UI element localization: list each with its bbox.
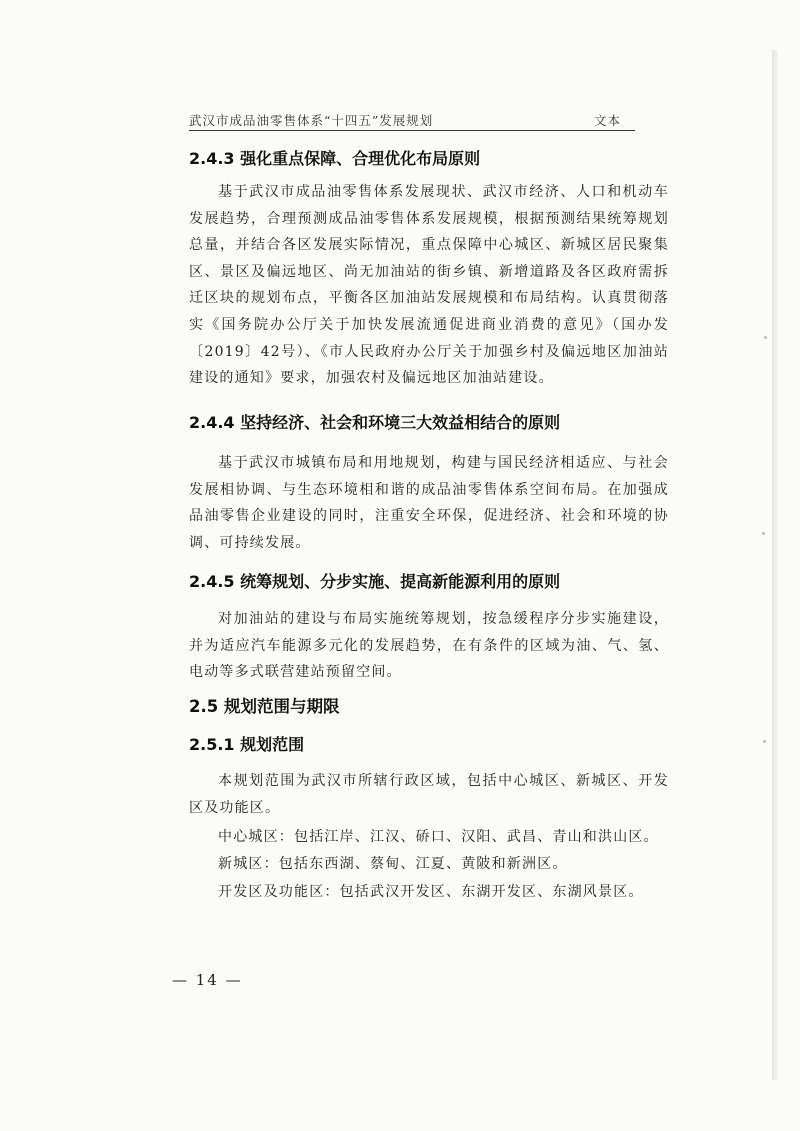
header-tag: 文本 — [593, 113, 621, 128]
heading-2-4-4: 2.4.4 坚持经济、社会和环境三大效益相结合的原则 — [189, 413, 561, 432]
page-number: — 14 — — [172, 971, 243, 989]
paragraph-2-4-4: 基于武汉市城镇布局和用地规划，构建与国民经济相适应、与社会发展相协调、与生态环境相和谐的成品油零售体系空间布局。在加强成品油零售企业建设的同时，注重安全环保，促进经济、社会和环境的协调、可持续发展。 — [189, 455, 669, 551]
header-title: 武汉市成品油零售体系“十四五”发展规划 — [189, 113, 434, 128]
heading-2-5: 2.5 规划范围与期限 — [189, 697, 340, 716]
heading-2-4-3: 2.4.3 强化重点保障、合理优化布局原则 — [189, 149, 481, 168]
heading-2-4-5: 2.4.5 统筹规划、分步实施、提高新能源利用的原则 — [189, 572, 561, 591]
paragraph-2-5-1: 本规划范围为武汉市所辖行政区域，包括中心城区、新城区、开发区及功能区。 — [189, 773, 669, 816]
page-edge — [772, 50, 778, 1080]
scope-line-new-districts: 新城区：包括东西湖、蔡甸、江夏、黄陂和新洲区。 — [218, 856, 568, 872]
heading-2-5-1: 2.5.1 规划范围 — [189, 735, 305, 754]
scope-line-central: 中心城区：包括江岸、江汉、硚口、汉阳、武昌、青山和洪山区。 — [218, 829, 659, 845]
paragraph-2-4-3: 基于武汉市成品油零售体系发展现状、武汉市经济、人口和机动车发展趋势，合理预测成品油零售体系发展规模，根据预测结果统筹规划总量，并结合各区发展实际情况，重点保障中心城区、新城区居民聚集区、景区及偏远地区、尚无加油站的街乡镇、新增道路及各区政府需拆迁区块的规划布点，平衡各区加油站发展规模和布局结构。认真贯彻落实《国务院办公厅关于加快发展流通促进商业消费的意见》（国办发〔2019〕42号）、《市人民政府办公厅关于加强乡村及偏远地区加油站建设的通知》要求，加强农村及偏远地区加油站建设。 — [189, 184, 669, 387]
scan-speck — [764, 336, 767, 339]
scan-speck — [762, 532, 765, 535]
scan-speck — [763, 740, 766, 743]
scope-line-development-zones: 开发区及功能区：包括武汉开发区、东湖开发区、东湖风景区。 — [218, 884, 644, 900]
paragraph-2-4-5: 对加油站的建设与布局实施统筹规划，按急缓程序分步实施建设，并为适应汽车能源多元化的发展趋势，在有条件的区域为油、气、氢、电动等多式联营建站预留空间。 — [189, 611, 669, 681]
running-header — [189, 108, 635, 131]
